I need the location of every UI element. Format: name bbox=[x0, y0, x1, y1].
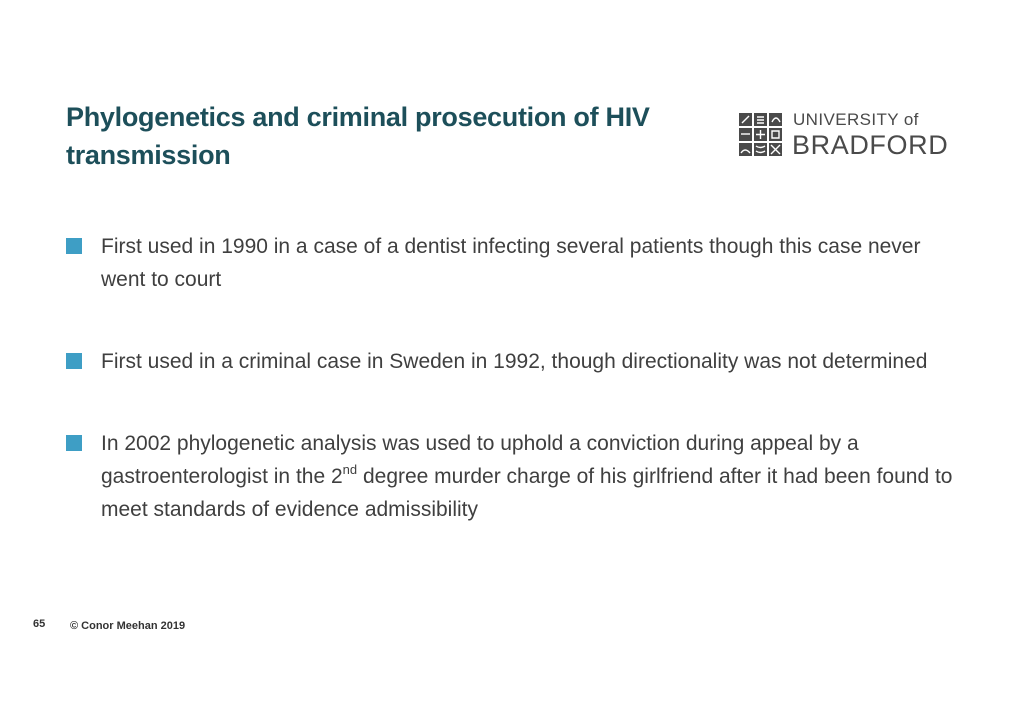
page-number: 65 bbox=[33, 618, 46, 630]
logo-text-bradford: BRADFORD bbox=[792, 130, 949, 160]
copyright-notice: © Conor Meehan 2019 bbox=[70, 620, 186, 632]
bullet-text: First used in a criminal case in Sweden in 1992, though directionality was not determined bbox=[101, 350, 928, 373]
bullet-text-part: In 2002 phylogenetic analysis was used to uphold a conviction during appeal by a gastroenterologist in the 2 bbox=[101, 432, 859, 488]
bullet-square-icon bbox=[66, 238, 82, 254]
bullet-item bbox=[66, 427, 966, 526]
bullet-square-icon bbox=[66, 435, 82, 451]
university-crest-icon bbox=[739, 113, 783, 157]
ordinal-superscript: nd bbox=[342, 462, 358, 477]
bullet-text-part: degree murder charge of his girlfriend after it had been found to meet standards of evidence admissibility bbox=[101, 465, 953, 521]
slide-title: Phylogenetics and criminal prosecution of HIV transmission bbox=[66, 102, 650, 170]
bullet-list bbox=[66, 230, 966, 526]
bullet-item bbox=[66, 230, 966, 296]
bullet-item bbox=[66, 345, 966, 378]
bullet-square-icon bbox=[66, 353, 82, 369]
logo-text-university: UNIVERSITY of bbox=[793, 110, 919, 129]
university-logo bbox=[739, 110, 959, 160]
bullet-text: First used in 1990 in a case of a dentist infecting several patients though this case never went to court bbox=[101, 235, 921, 291]
bullet-text bbox=[101, 432, 953, 521]
